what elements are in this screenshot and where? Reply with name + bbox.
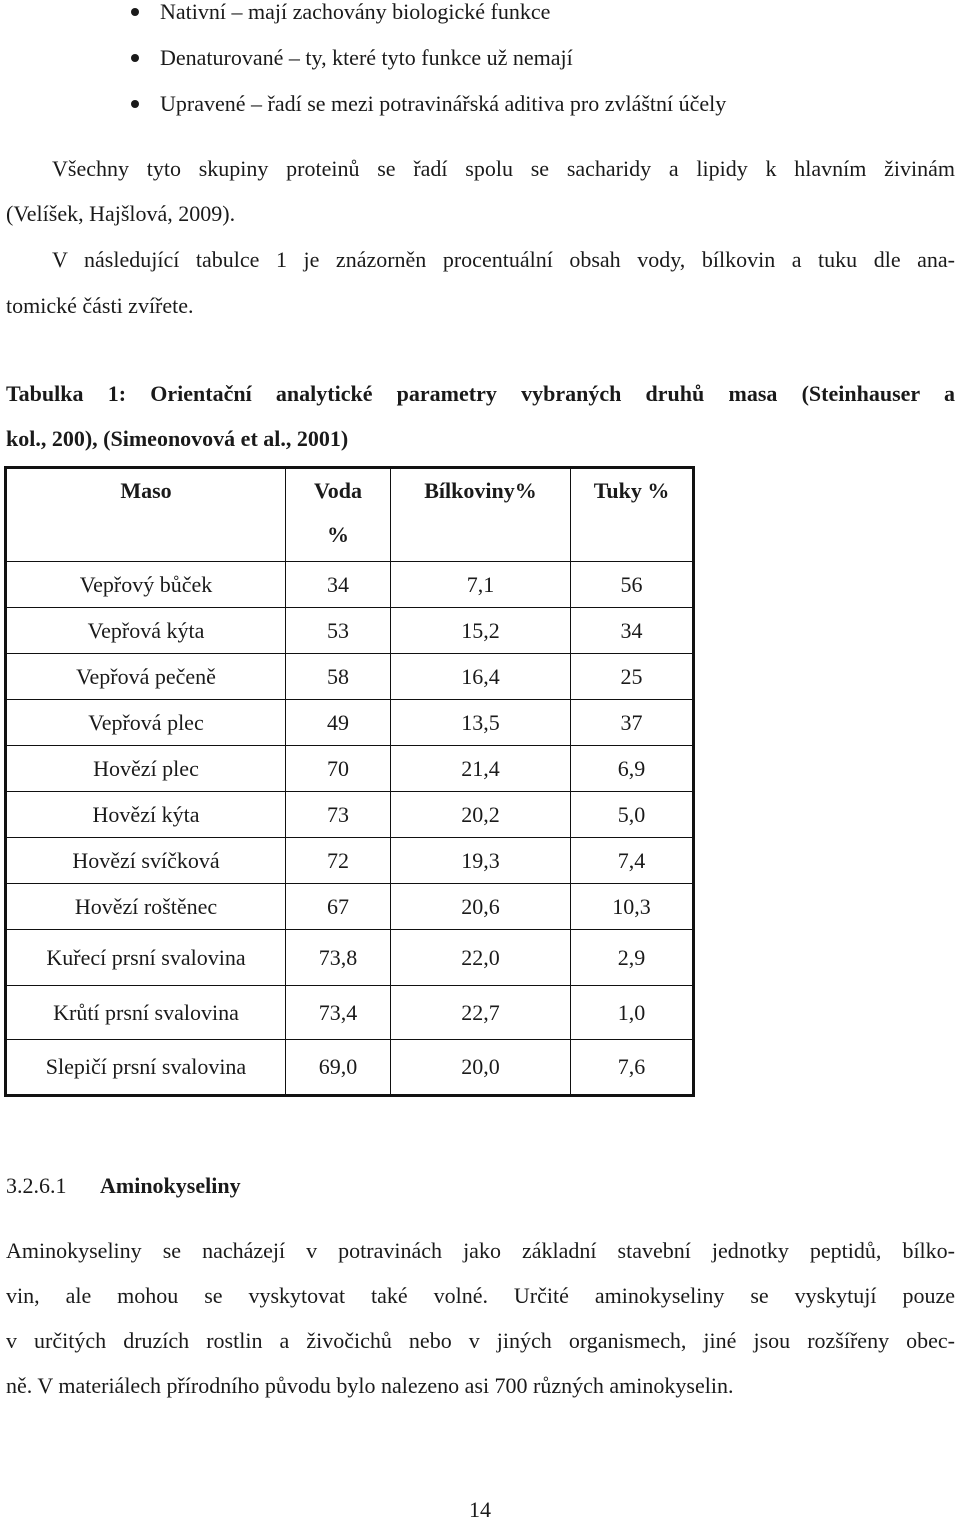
cell-tuky: 7,4 bbox=[571, 838, 694, 884]
cell-maso: Hovězí svíčková bbox=[6, 838, 286, 884]
cell-maso: Hovězí kýta bbox=[6, 792, 286, 838]
cell-maso: Hovězí roštěnec bbox=[6, 884, 286, 930]
header-maso: Maso bbox=[6, 468, 286, 562]
table-row bbox=[6, 608, 694, 654]
bullet-dot-icon bbox=[131, 8, 139, 16]
cell-tuky: 10,3 bbox=[571, 884, 694, 930]
table-row bbox=[6, 792, 694, 838]
paragraph-line: Aminokyseliny se nacházejí v potravinách jako základní stavební jednotky peptidů, bílko- bbox=[6, 1238, 955, 1263]
table-caption: kol., 200), (Simeonovová et al., 2001) bbox=[6, 426, 349, 451]
table-row bbox=[6, 562, 694, 608]
paragraph-line: V následující tabulce 1 je znázorněn procentuální obsah vody, bílkovin a tuku dle ana- bbox=[52, 247, 955, 272]
table-row bbox=[6, 884, 694, 930]
table-header-row bbox=[6, 468, 694, 562]
cell-tuky: 7,6 bbox=[571, 1040, 694, 1096]
paragraph-line: vin, ale mohou se vyskytovat také volné. Určité aminokyseliny se vyskytují pouze bbox=[6, 1283, 955, 1308]
table-row bbox=[6, 746, 694, 792]
page-number: 14 bbox=[469, 1497, 491, 1522]
table-row bbox=[6, 1040, 694, 1096]
cell-bilkoviny: 7,1 bbox=[391, 562, 571, 608]
cell-maso: Vepřová kýta bbox=[6, 608, 286, 654]
cell-bilkoviny: 20,2 bbox=[391, 792, 571, 838]
cell-bilkoviny: 22,7 bbox=[391, 986, 571, 1040]
cell-bilkoviny: 21,4 bbox=[391, 746, 571, 792]
section-number: 3.2.6.1 bbox=[6, 1173, 67, 1198]
section-title: Aminokyseliny bbox=[100, 1173, 241, 1198]
header-tuky: Tuky % bbox=[571, 468, 694, 562]
header-voda-unit: % bbox=[327, 522, 349, 547]
cell-bilkoviny: 15,2 bbox=[391, 608, 571, 654]
cell-bilkoviny: 22,0 bbox=[391, 930, 571, 986]
cell-tuky: 56 bbox=[571, 562, 694, 608]
paragraph-line: tomické části zvířete. bbox=[6, 293, 194, 318]
cell-voda: 49 bbox=[286, 700, 391, 746]
bullet-item: Upravené – řadí se mezi potravinářská aditiva pro zvláštní účely bbox=[160, 91, 727, 116]
cell-maso: Krůtí prsní svalovina bbox=[6, 986, 286, 1040]
cell-tuky: 6,9 bbox=[571, 746, 694, 792]
cell-voda: 72 bbox=[286, 838, 391, 884]
header-bilkoviny: Bílkoviny% bbox=[391, 468, 571, 562]
paragraph-line: Všechny tyto skupiny proteinů se řadí spolu se sacharidy a lipidy k hlavním živinám bbox=[52, 156, 955, 181]
table-row bbox=[6, 700, 694, 746]
cell-bilkoviny: 19,3 bbox=[391, 838, 571, 884]
paragraph-line: v určitých druzích rostlin a živočichů nebo v jiných organismech, jiné jsou rozšířeny obec- bbox=[6, 1328, 955, 1353]
cell-tuky: 25 bbox=[571, 654, 694, 700]
header-voda-label: Voda bbox=[313, 478, 363, 503]
bullet-item: Nativní – mají zachovány biologické funkce bbox=[160, 0, 551, 24]
header-voda bbox=[286, 468, 391, 562]
cell-voda: 53 bbox=[286, 608, 391, 654]
cell-voda: 73,4 bbox=[286, 986, 391, 1040]
cell-bilkoviny: 20,6 bbox=[391, 884, 571, 930]
paragraph-line: (Velíšek, Hajšlová, 2009). bbox=[6, 201, 236, 226]
cell-maso: Kuřecí prsní svalovina bbox=[6, 930, 286, 986]
cell-tuky: 34 bbox=[571, 608, 694, 654]
cell-maso: Vepřová plec bbox=[6, 700, 286, 746]
table-caption: Tabulka 1: Orientační analytické parametry vybraných druhů masa (Steinhauser a bbox=[6, 381, 955, 406]
cell-maso: Hovězí plec bbox=[6, 746, 286, 792]
cell-voda: 58 bbox=[286, 654, 391, 700]
cell-tuky: 5,0 bbox=[571, 792, 694, 838]
cell-maso: Vepřová pečeně bbox=[6, 654, 286, 700]
cell-maso: Slepičí prsní svalovina bbox=[6, 1040, 286, 1096]
cell-bilkoviny: 16,4 bbox=[391, 654, 571, 700]
cell-voda: 69,0 bbox=[286, 1040, 391, 1096]
cell-voda: 34 bbox=[286, 562, 391, 608]
cell-tuky: 37 bbox=[571, 700, 694, 746]
cell-voda: 73 bbox=[286, 792, 391, 838]
table-row bbox=[6, 930, 694, 986]
cell-voda: 67 bbox=[286, 884, 391, 930]
bullet-item: Denaturované – ty, které tyto funkce už nemají bbox=[160, 45, 573, 70]
cell-voda: 73,8 bbox=[286, 930, 391, 986]
table-row bbox=[6, 838, 694, 884]
bullet-dot-icon bbox=[131, 100, 139, 108]
paragraph-line: ně. V materiálech přírodního původu bylo nalezeno asi 700 různých aminokyselin. bbox=[6, 1373, 734, 1398]
table-row bbox=[6, 986, 694, 1040]
table-row bbox=[6, 654, 694, 700]
cell-maso: Vepřový bůček bbox=[6, 562, 286, 608]
bullet-dot-icon bbox=[131, 54, 139, 62]
meat-parameters-table bbox=[4, 466, 695, 1097]
cell-voda: 70 bbox=[286, 746, 391, 792]
cell-tuky: 2,9 bbox=[571, 930, 694, 986]
cell-tuky: 1,0 bbox=[571, 986, 694, 1040]
cell-bilkoviny: 20,0 bbox=[391, 1040, 571, 1096]
cell-bilkoviny: 13,5 bbox=[391, 700, 571, 746]
